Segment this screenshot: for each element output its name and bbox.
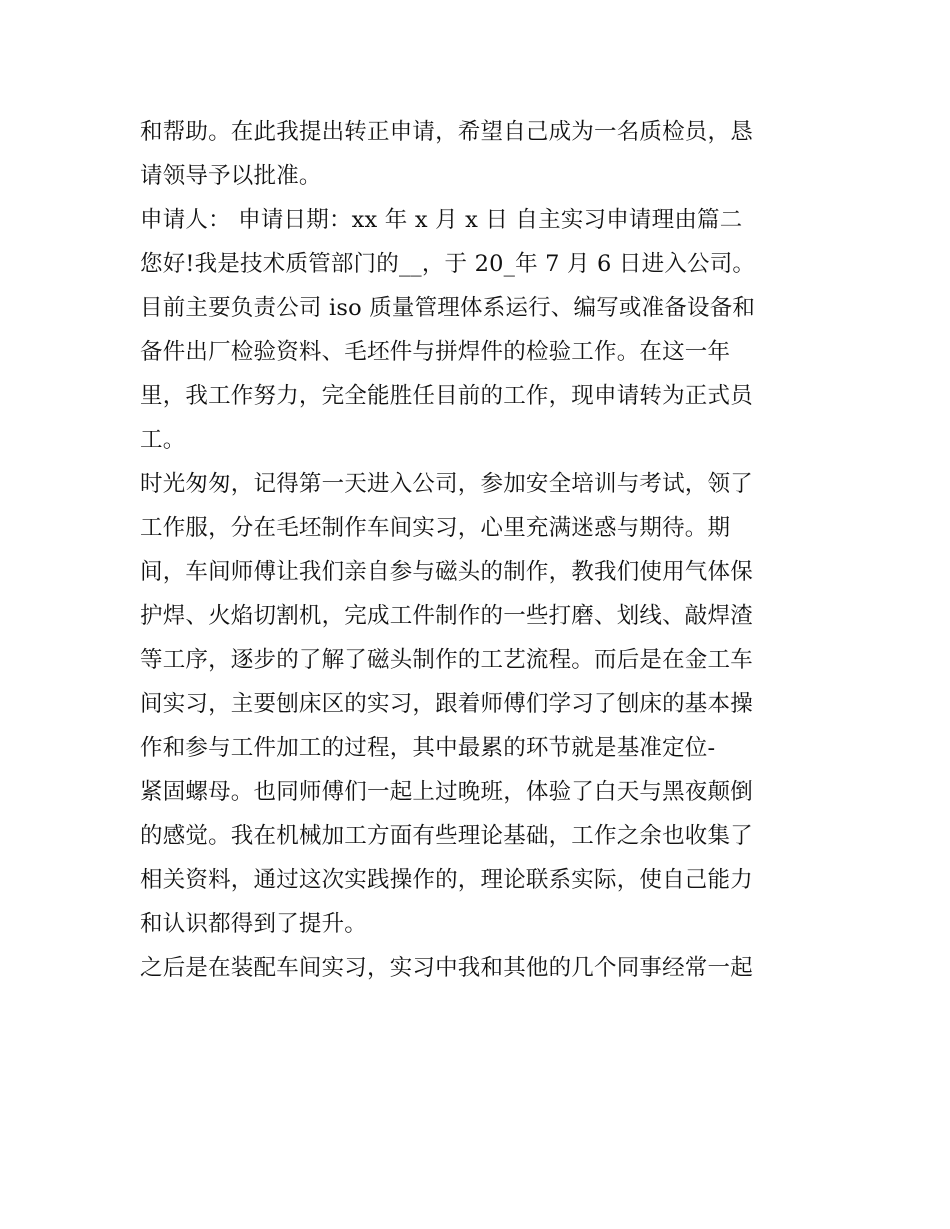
text-line: 间，车间师傅让我们亲自参与磁头的制作，教我们使用气体保 — [140, 559, 753, 585]
text-line: 等工序，逐步的了解了磁头制作的工艺流程。而后是在金工车 — [140, 647, 753, 673]
text-line: 作和参与工件加工的过程，其中最累的环节就是基准定位- — [140, 735, 716, 761]
text-line: 的感觉。我在机械加工方面有些理论基础，工作之余也收集了 — [140, 823, 753, 849]
text-line: 您好!我是技术质管部门的__，于 20_年 7 月 6 日进入公司。 — [140, 251, 756, 277]
document-body — [140, 110, 820, 990]
text-line: 间实习，主要刨床区的实习，跟着师傅们学习了刨床的基本操 — [140, 691, 753, 717]
text-line: 里，我工作努力，完全能胜任目前的工作，现申请转为正式员 — [140, 383, 753, 409]
applicant-line: 申请人： 申请日期：xx 年 x 月 x 日 自主实习申请理由篇二 — [140, 207, 743, 233]
text-line: 护焊、火焰切割机，完成工件制作的一些打磨、划线、敲焊渣 — [140, 603, 753, 629]
text-line: 和认识都得到了提升。 — [140, 911, 368, 937]
text-line: 相关资料，通过这次实践操作的，理论联系实际，使自己能力 — [140, 867, 753, 893]
text-line: 和帮助。在此我提出转正申请，希望自己成为一名质检员，恳 — [140, 119, 753, 145]
text-line: 工作服，分在毛坯制作车间实习，心里充满迷惑与期待。期 — [140, 515, 731, 541]
text-line: 工。 — [140, 427, 186, 453]
text-line: 紧固螺母。也同师傅们一起上过晚班，体验了白天与黑夜颠倒 — [140, 779, 753, 805]
text-line: 备件出厂检验资料、毛坯件与拼焊件的检验工作。在这一年 — [140, 339, 731, 365]
text-line: 之后是在装配车间实习，实习中我和其他的几个同事经常一起 — [140, 955, 753, 981]
text-line: 目前主要负责公司 iso 质量管理体系运行、编写或准备设备和 — [140, 295, 756, 321]
text-line: 时光匆匆，记得第一天进入公司，参加安全培训与考试，领了 — [140, 471, 753, 497]
text-line: 请领导予以批准。 — [140, 163, 322, 189]
